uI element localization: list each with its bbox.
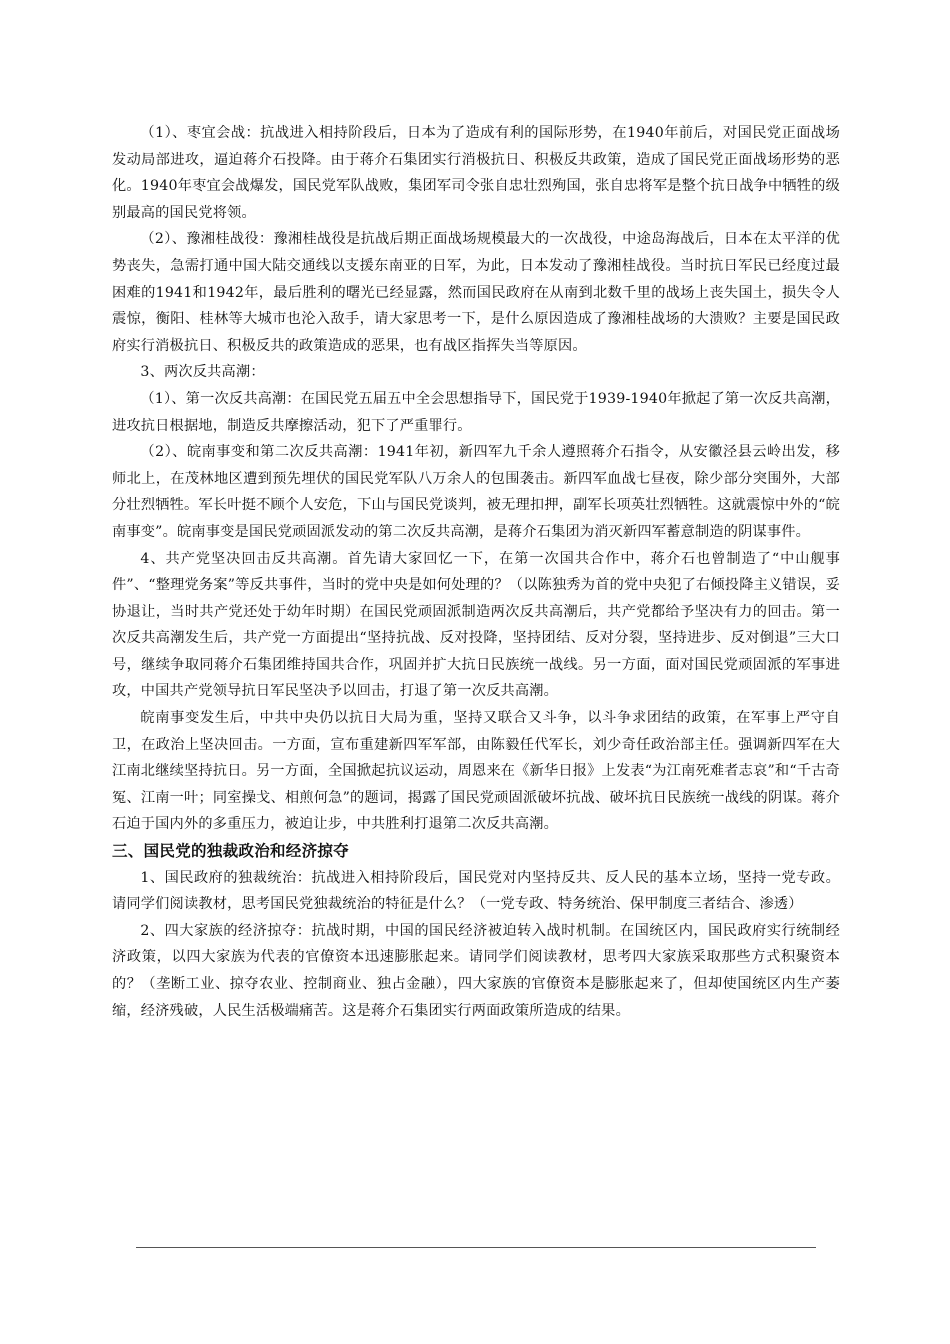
paragraph-yuxianggui-campaign: （2）、豫湘桂战役：豫湘桂战役是抗战后期正面战场规模最大的一次战役，中途岛海战后，日本在太平洋的优势丧失，急需打通中国大陆交通线以支援东南亚的日军，为此，日本发动了豫湘桂战役。当时抗日军民已经度过最困难的1941和1942年，最后胜利的曙光已经显露，然而国民政府在从南到北数千里的战场上丧失国土，损失令人震惊，衡阳、桂林等大城市也沦入敌手，请大家思考一下，是什么原因造成了豫湘桂战场的大溃败？主要是国民政府实行消极抗日、积极反共的政策造成的恶果，也有战区指挥失当等原因。 bbox=[112, 231, 840, 354]
paragraph-wannan-incident: （2）、皖南事变和第二次反共高潮：1941年初，新四军九千余人遵照蒋介石指令，从安徽泾县云岭出发，移师北上，在茂林地区遭到预先埋伏的国民党军队八万余人的包围袭击。新四军血战七昼夜，除少部分突围外，大部分壮烈牺牲。军长叶挺不顾个人安危，下山与国民党谈判，被无理扣押，副军长项英壮烈牺牲。这就震惊中外的“皖南事变”。皖南事变是国民党顽固派发动的第二次反共高潮，是蒋介石集团为消灭新四军蓄意制造的阴谋事件。 bbox=[112, 444, 840, 540]
paragraph-after-wannan: 皖南事变发生后，中共中央仍以抗日大局为重，坚持又联合又斗争，以斗争求团结的政策，在军事上严守自卫，在政治上坚决回击。一方面，宣布重建新四军军部，由陈毅任代军长，刘少奇任政治部主任。强调新四军在大江南北继续坚持抗日。另一方面，全国掀起抗议运动，周恩来在《新华日报》上发表“为江南死难者志哀”和“千古奇冤、江南一叶；同室操戈、相煎何急”的题词，揭露了国民党顽固派破坏抗战、破坏抗日民族统一战线的阴谋。蒋介石迫于国内外的多重压力，被迫让步，中共胜利打退第二次反共高潮。 bbox=[112, 710, 840, 833]
paragraph-four-families: 2、四大家族的经济掠夺：抗战时期，中国的国民经济被迫转入战时机制。在国统区内，国民政府实行统制经济政策，以四大家族为代表的官僚资本迅速膨胀起来。请同学们阅读教材，思考四大家族采取那些方式积聚资本的？（垄断工业、掠夺农业、控制商业、独占金融），四大家族的官僚资本是膨胀起来了，但却使国统区内生产萎缩，经济残破，人民生活极端痛苦。这是蒋介石集团实行两面政策所造成的结果。 bbox=[112, 922, 840, 1019]
paragraph-first-wave: （1）、第一次反共高潮：在国民党五届五中全会思想指导下，国民党于1939-1940年掀起了第一次反共高潮，进攻抗日根据地，制造反共摩擦活动，犯下了严重罪行。 bbox=[112, 390, 840, 434]
paragraph-zaoyi-battle: （1）、枣宜会战：抗战进入相持阶段后，日本为了造成有利的国际形势，在1940年前后，对国民党正面战场发动局部进攻，逼迫蒋介石投降。由于蒋介石集团实行消极抗日、积极反共政策，造成了国民党正面战场形势的恶化。1940年枣宜会战爆发，国民党军队战败，集团军司令张自忠壮烈殉国，张自忠将军是整个抗日战争中牺牲的级别最高的国民党将领。 bbox=[112, 125, 840, 221]
paragraph-dictatorship: 1、国民政府的独裁统治：抗战进入相持阶段后，国民党对内坚持反共、反人民的基本立场，坚持一党专政。请同学们阅读教材，思考国民党独裁统治的特征是什么？（一党专政、特务统治、保甲制度三者结合、渗透） bbox=[112, 869, 840, 913]
section-heading: 三、国民党的独裁政治和经济掠夺 bbox=[112, 842, 350, 861]
document-body bbox=[112, 120, 840, 1024]
footer-divider bbox=[136, 1247, 816, 1248]
paragraph-cpc-response: 4、共产党坚决回击反共高潮。首先请大家回忆一下，在第一次国共合作中，蒋介石也曾制造了“中山舰事件”、“整理党务案”等反共事件，当时的党中央是如何处理的？（以陈独秀为首的党中央犯了右倾投降主义错误，妥协退让，当时共产党还处于幼年时期）在国民党顽固派制造两次反共高潮后，共产党都给予坚决有力的回击。第一次反共高潮发生后，共产党一方面提出“坚持抗战、反对投降，坚持团结、反对分裂，坚持进步、反对倒退”三大口号，继续争取同蒋介石集团维持国共合作，巩固并扩大抗日民族统一战线。另一方面，面对国民党顽固派的军事进攻，中国共产党领导抗日军民坚决予以回击，打退了第一次反共高潮。 bbox=[112, 550, 840, 700]
paragraph-two-anticommunist-waves: 3、两次反共高潮： bbox=[140, 364, 265, 381]
